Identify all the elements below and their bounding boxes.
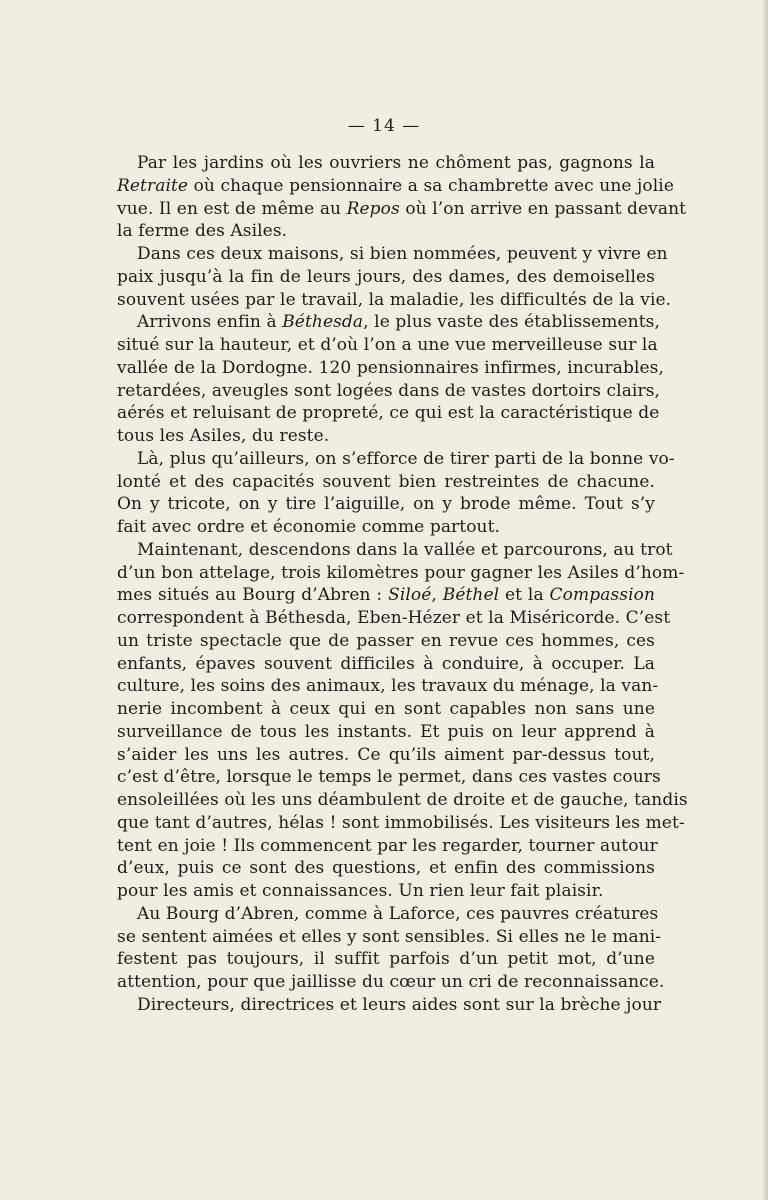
text-line: Maintenant, descendons dans la vallée et parcourons, au trot xyxy=(137,539,673,560)
paragraph xyxy=(117,539,688,903)
text-line: On y tricote, on y tire l’aiguille, on y brode même. Tout s’y xyxy=(117,494,655,515)
text-line: tent en joie ! Ils commencent par les regarder, tourner autour xyxy=(117,835,658,856)
body-text xyxy=(117,152,688,1017)
text-line: aérés et reluisant de propreté, ce qui est la caractéristique de xyxy=(117,403,660,424)
text-line: Retraite où chaque pensionnaire a sa chambrette avec une jolie xyxy=(117,175,674,196)
text-line: un triste spectacle que de passer en revue ces hommes, ces xyxy=(117,630,655,651)
text-line: nerie incombent à ceux qui en sont capables non sans une xyxy=(117,699,655,719)
paragraph xyxy=(117,152,687,243)
text-line: correspondent à Béthesda, Eben-Hézer et la Miséricorde. C’est xyxy=(117,608,671,628)
text-line: enfants, épaves souvent difficiles à conduire, à occuper. La xyxy=(117,653,655,674)
text-line: vue. Il en est de même au Repos où l’on arrive en passant devant xyxy=(117,198,687,219)
text-line: attention, pour que jaillisse du cœur un cri de reconnaissance. xyxy=(117,972,665,992)
text-line: paix jusqu’à la fin de leurs jours, des dames, des demoiselles xyxy=(117,266,655,287)
text-line: pour les amis et connaissances. Un rien leur fait plaisir. xyxy=(117,881,604,901)
paragraph xyxy=(117,448,675,539)
paragraph xyxy=(117,243,672,311)
paragraph xyxy=(117,311,664,448)
text-line: Là, plus qu’ailleurs, on s’efforce de tirer parti de la bonne vo- xyxy=(137,448,675,469)
text-line: Directeurs, directrices et leurs aides sont sur la brèche jour xyxy=(137,994,662,1015)
text-line: retardées, aveugles sont logées dans de vastes dortoirs clairs, xyxy=(117,380,661,401)
text-line: d’un bon attelage, trois kilomètres pour gagner les Asiles d’hom- xyxy=(117,562,685,583)
text-line: Par les jardins où les ouvriers ne chôment pas, gagnons la xyxy=(137,153,655,173)
text-line: se sentent aimées et elles y sont sensibles. Si elles ne le mani- xyxy=(117,926,662,947)
text-line: d’eux, puis ce sont des questions, et enfin des commissions xyxy=(117,858,655,879)
text-line: Dans ces deux maisons, si bien nommées, peuvent y vivre en xyxy=(137,244,668,264)
text-line: ensoleillées où les uns déambulent de droite et de gauche, tandis xyxy=(117,790,688,810)
page-number: — 14 — xyxy=(347,116,421,136)
text-line: c’est d’être, lorsque le temps le permet, dans ces vastes cours xyxy=(117,767,661,788)
text-line: lonté et des capacités souvent bien restreintes de chacune. xyxy=(117,471,655,492)
text-line: culture, les soins des animaux, les travaux du ménage, la van- xyxy=(117,676,659,697)
text-line: surveillance de tous les instants. Et puis on leur apprend à xyxy=(117,721,655,742)
text-line: mes situés au Bourg d’Abren : Siloé, Béthel et la Compassion xyxy=(117,585,655,606)
paragraph xyxy=(117,903,665,994)
text-line: s’aider les uns les autres. Ce qu’ils aiment par-dessus tout, xyxy=(117,744,655,765)
text-line: fait avec ordre et économie comme partout. xyxy=(117,517,501,537)
paragraph xyxy=(117,994,662,1017)
text-line: tous les Asiles, du reste. xyxy=(117,426,330,446)
text-line: vallée de la Dordogne. 120 pensionnaires infirmes, incurables, xyxy=(117,357,664,378)
page-edge xyxy=(763,0,768,1200)
text-line: que tant d’autres, hélas ! sont immobilisés. Les visiteurs les met- xyxy=(117,812,685,833)
text-line: situé sur la hauteur, et d’où l’on a une vue merveilleuse sur la xyxy=(117,335,658,355)
text-line: la ferme des Asiles. xyxy=(117,221,288,242)
text-line: souvent usées par le travail, la maladie, les difficultés de la vie. xyxy=(117,289,672,310)
text-line: Au Bourg d’Abren, comme à Laforce, ces pauvres créatures xyxy=(137,903,659,924)
text-line: festent pas toujours, il suffit parfois d’un petit mot, d’une xyxy=(117,949,655,970)
text-line: Arrivons enfin à Béthesda, le plus vaste des établissements, xyxy=(137,312,660,333)
